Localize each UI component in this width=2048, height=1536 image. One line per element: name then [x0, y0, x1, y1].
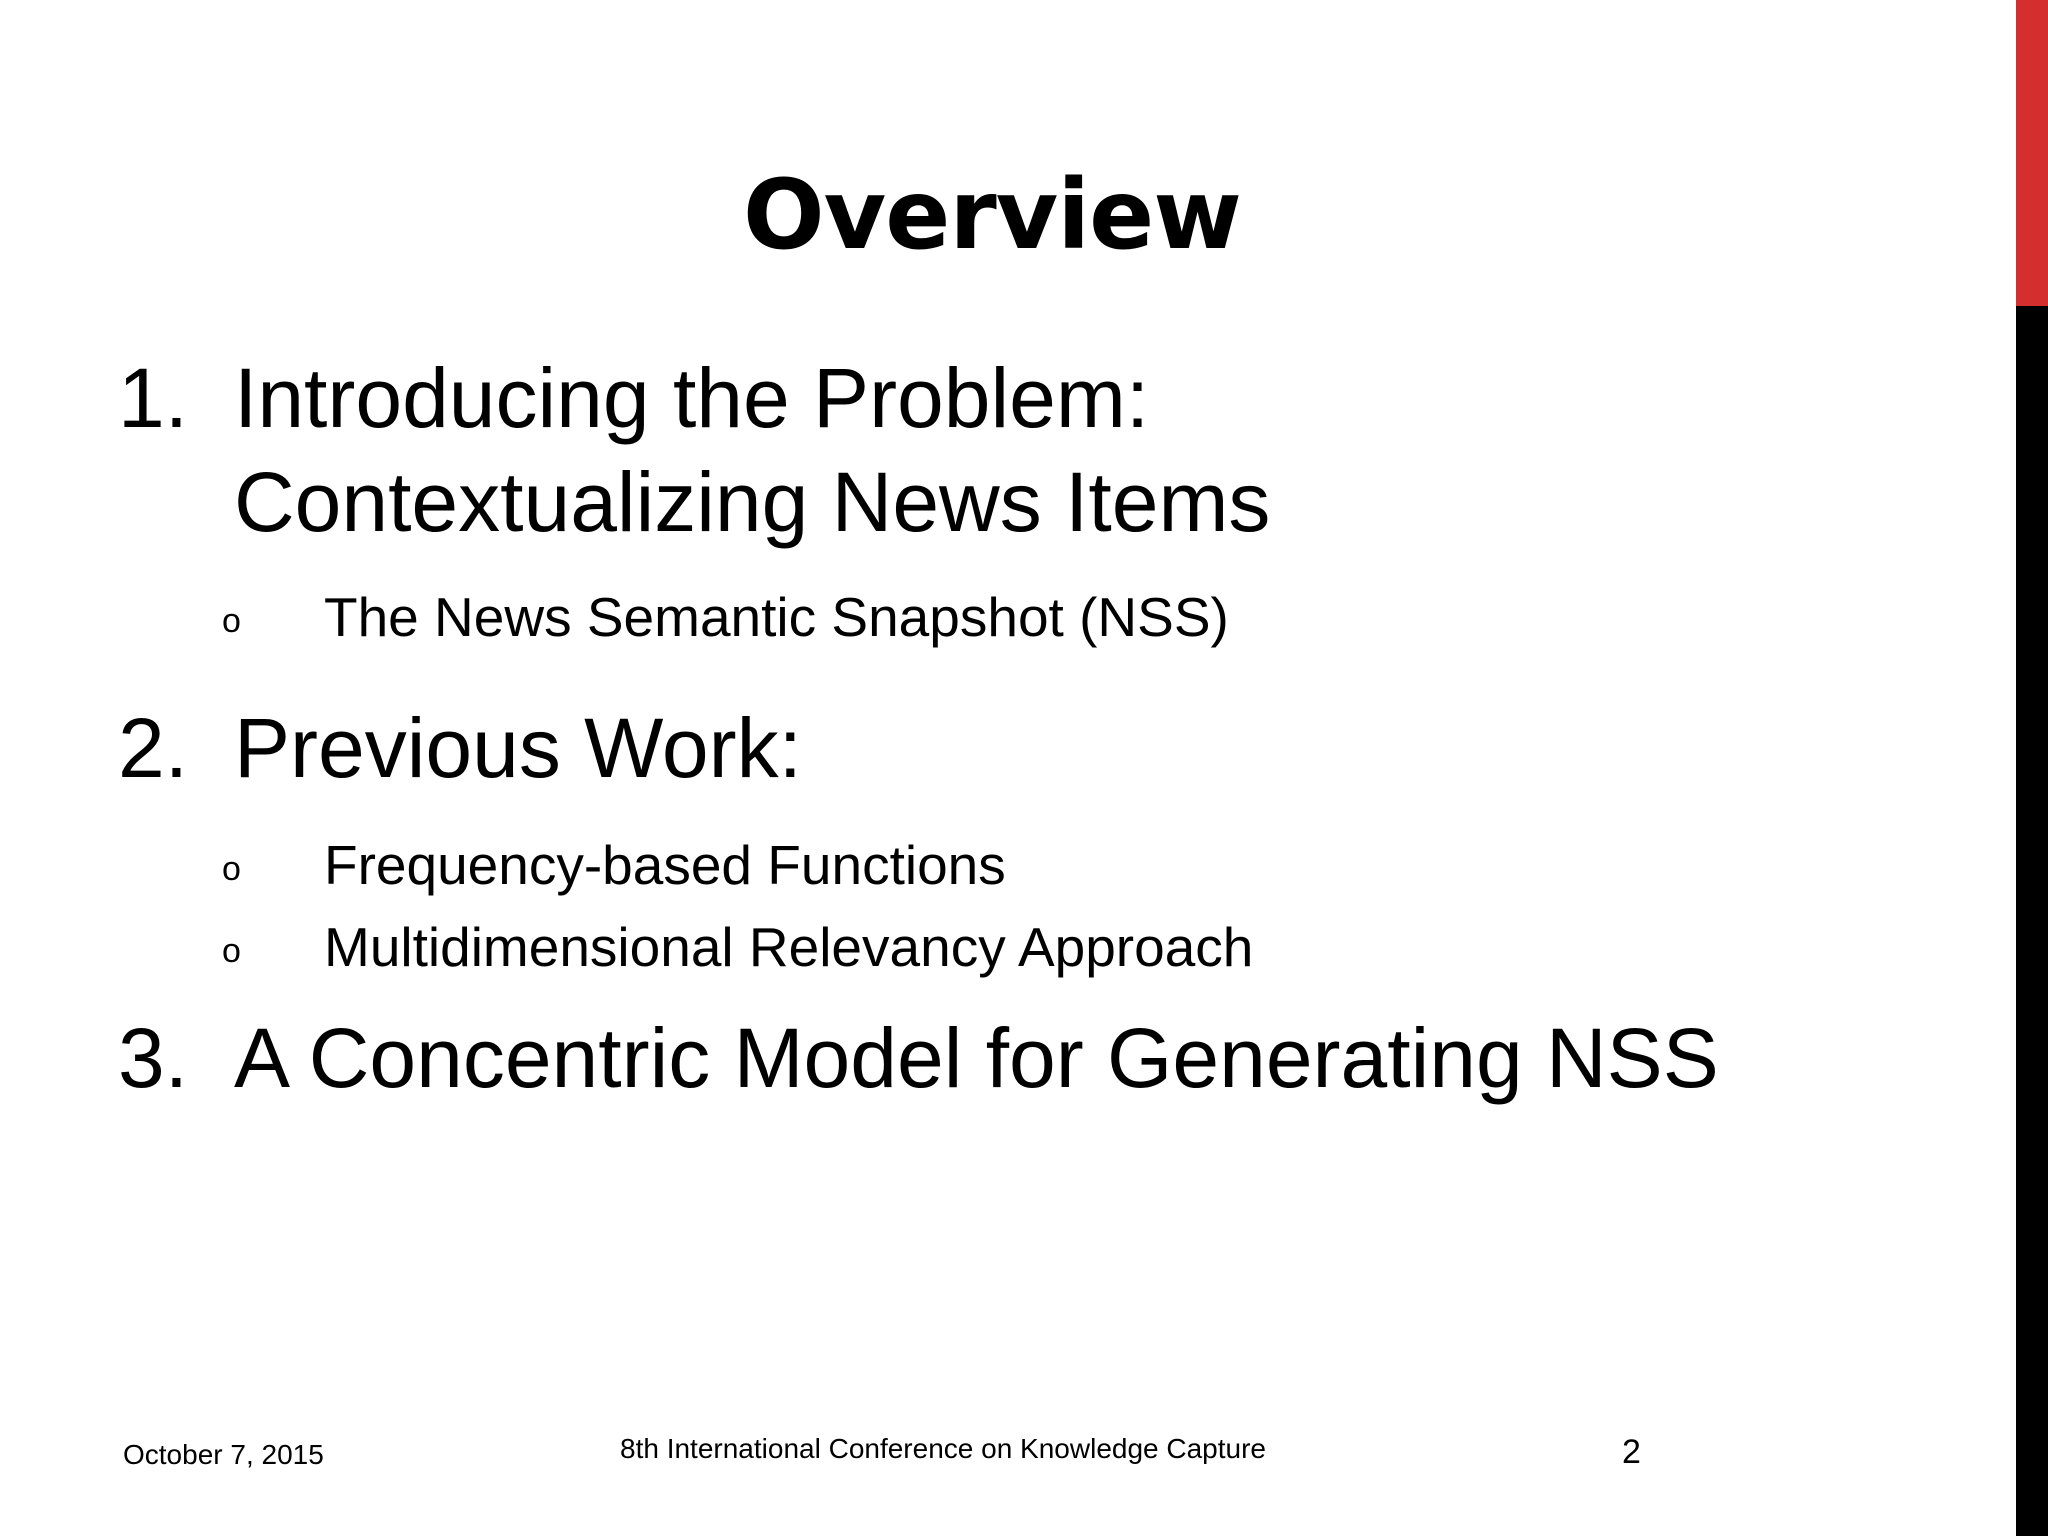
footer-conference: 8th International Conference on Knowledge Capture: [620, 1433, 1266, 1464]
accent-bar-red: [2016, 0, 2048, 306]
list-item-1-number: 1.: [118, 351, 189, 445]
list-item-3-number: 3.: [118, 1011, 189, 1105]
sub-item-2-1-text: Frequency-based Functions: [324, 834, 1006, 896]
sub-item-2-2-text: Multidimensional Relevancy Approach: [324, 916, 1254, 978]
bullet-circle-icon: o: [222, 932, 241, 970]
sub-item-1-1-text: The News Semantic Snapshot (NSS): [324, 586, 1229, 648]
bullet-circle-icon: o: [222, 602, 241, 640]
list-item-2-number: 2.: [118, 701, 189, 795]
list-item-3-line-1: A Concentric Model for Generating NSS: [234, 1011, 1719, 1105]
list-item-2-line-1: Previous Work:: [234, 701, 802, 795]
list-item-1-line-2: Contextualizing News Items: [234, 455, 1271, 549]
accent-bar-black: [2016, 306, 2048, 1536]
list-item-1-line-1: Introducing the Problem:: [234, 351, 1150, 445]
bullet-circle-icon: o: [222, 850, 241, 888]
slide-title: Overview: [743, 159, 1241, 271]
page-number: 2: [1622, 1433, 1641, 1471]
footer-date: October 7, 2015: [123, 1439, 324, 1470]
